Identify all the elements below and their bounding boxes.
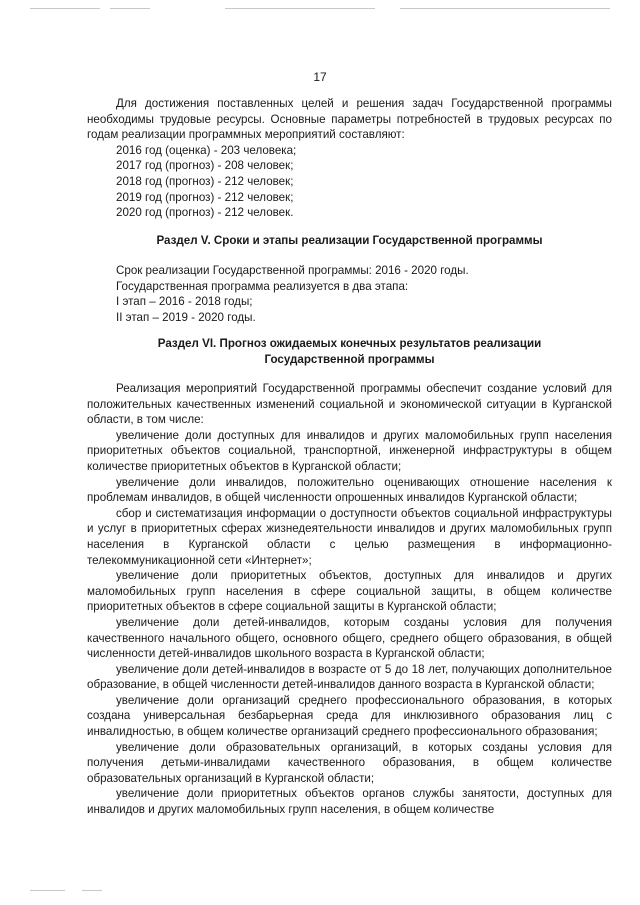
section6-paragraph: увеличение доли приоритетных объектов органов службы занятости, доступных для инвалидов и других маломобильных групп населения, в общем количестве — [87, 787, 612, 817]
section6-title-line2: Государственной программы — [264, 352, 435, 366]
section5-line: Срок реализации Государственной программы: 2016 - 2020 годы. — [116, 264, 469, 277]
section6-paragraph: увеличение доли доступных для инвалидов и других маломобильных групп населения приоритетных объектов социальной, транспортной, инженерной инфраструктуры в общем количестве приоритетных объектов в Курганской области; — [87, 428, 612, 473]
year-line: 2020 год (прогноз) - 212 человек. — [116, 206, 294, 220]
year-line: 2018 год (прогноз) - 212 человек; — [116, 174, 294, 188]
year-line: 2019 год (прогноз) - 212 человек; — [116, 190, 294, 204]
section6-paragraph: увеличение доли образовательных организаций, в которых созданы условия для получения детьми-инвалидами качественного образования, в общем количестве образовательных организаций в Курганской области; — [87, 740, 612, 785]
section6-paragraph: увеличение доли инвалидов, положительно оценивающих отношение населения к проблемам инвалидов, в общей численности опрошенных инвалидов Курганской области; — [87, 475, 612, 505]
section5-line: Государственная программа реализуется в два этапа: — [116, 279, 409, 293]
year-line: 2016 год (оценка) - 203 человека; — [116, 143, 297, 157]
scan-artifact-bottom — [0, 888, 640, 894]
year-line: 2017 год (прогноз) - 208 человек; — [116, 159, 294, 173]
section6-title-line1: Раздел VI. Прогноз ожидаемых конечных результатов реализации — [157, 337, 542, 350]
section6-paragraph: увеличение доли детей-инвалидов в возрасте от 5 до 18 лет, получающих дополнительное образование, в общей численности детей-инвалидов данного возраста в Курганской области; — [87, 662, 612, 692]
intro-block — [87, 96, 612, 221]
section6-paragraph: увеличение доли детей-инвалидов, которым созданы условия для получения качественного начального общего, основного общего, среднего общего образования, в общей численности детей-инвалидов школьного возраста в Курганской области; — [87, 615, 612, 661]
section6-paragraph: сбор и систематизация информации о доступности объектов социальной инфраструктуры и услуг в приоритетных сферах жизнедеятельности инвалидов и других маломобильных групп населения в Курганской области с целью размещения в информационно-телекоммуникационной сети «Интернет»; — [87, 506, 612, 567]
section6-paragraph: увеличение доли приоритетных объектов, доступных для инвалидов и других маломобильных групп населения в сфере социальной защиты, в общем количестве приоритетных объектов в сфере социальной защиты в Курганской области; — [87, 569, 612, 614]
section5-title: Раздел V. Сроки и этапы реализации Государственной программы — [156, 234, 543, 247]
page-number: 17 — [313, 70, 327, 84]
section5-line: II этап – 2019 - 2020 годы. — [116, 310, 256, 324]
section5-block — [87, 263, 612, 325]
section6-paragraph: Реализация мероприятий Государственной программы обеспечит создание условий для положительных качественных изменений социальной и экономической ситуации в Курганской области, в том числе: — [87, 382, 612, 427]
intro-paragraph: Для достижения поставленных целей и решения задач Государственной программы необходимы трудовые ресурсы. Основные параметры потребностей в трудовых ресурсах по годам реализации программных мероприятий составляют: — [87, 97, 612, 142]
scan-artifact-top — [0, 6, 640, 12]
section6-title — [87, 336, 612, 367]
section5-line: I этап – 2016 - 2018 годы; — [116, 295, 253, 309]
section6-body — [87, 381, 612, 818]
section6-paragraph: увеличение доли организаций среднего профессионального образования, в которых создана универсальная безбарьерная среда для инклюзивного образования лиц с инвалидностью, в общем количестве организаций среднего профессионального образования; — [87, 693, 612, 739]
